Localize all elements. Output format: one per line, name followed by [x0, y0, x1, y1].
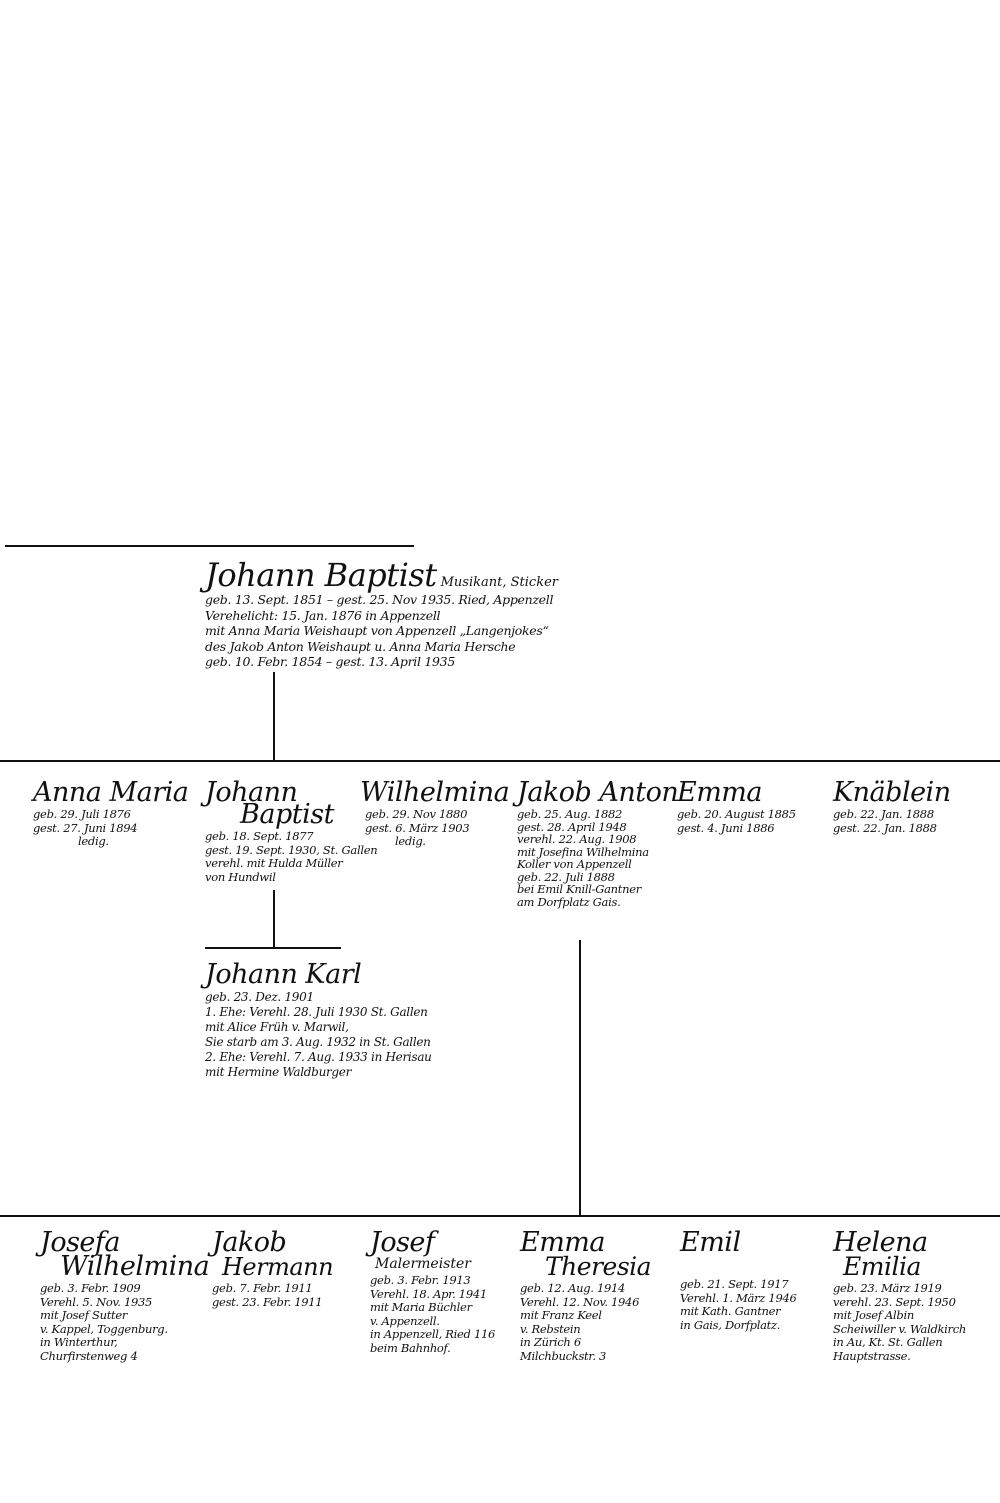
root-occupation: Musikant, Sticker [440, 575, 558, 590]
person-details [833, 808, 951, 835]
detail-line: mit Josef Sutter [40, 1308, 128, 1322]
detail-line: gest. 22. Jan. 1888 [833, 820, 937, 835]
person-details [205, 830, 377, 884]
root-descent-line [273, 672, 275, 760]
detail-line: mit Josef Albin [833, 1308, 914, 1322]
detail-line: bei Emil Knill-Gantner [517, 882, 641, 896]
detail-line: mit Alice Früh v. Marwil, [205, 1020, 349, 1034]
detail-line: Churfirstenweg 4 [40, 1348, 138, 1363]
detail-line: 1. Ehe: Verehl. 28. Juli 1930 St. Gallen [205, 1005, 428, 1019]
detail-line: ledig. [395, 834, 426, 848]
grandchild-helena-emilia [833, 1227, 966, 1363]
generation1-rule [0, 760, 1000, 762]
detail-line: mit Kath. Gantner [680, 1304, 781, 1318]
detail-line: geb. 12. Aug. 1914 [520, 1281, 626, 1295]
detail-line: 2. Ehe: Verehl. 7. Aug. 1933 in Herisau [205, 1050, 432, 1064]
detail-line: in Zürich 6 [520, 1335, 581, 1349]
grandchild-emma-theresia [520, 1227, 652, 1363]
detail-line: geb. 25. Aug. 1882 [517, 807, 623, 821]
person-name: Knäblein [833, 777, 951, 808]
root-detail-line: des Jakob Anton Weishaupt u. Anna Maria Hersche [205, 638, 516, 654]
person-name-second-line: Baptist [240, 799, 334, 830]
root-detail-line: mit Anna Maria Weishaupt von Appenzell „Langenjokes“ [205, 623, 549, 638]
person-details [520, 1282, 651, 1363]
child-johann-baptist [205, 777, 378, 884]
child-emma [677, 777, 796, 835]
detail-line: Verehl. 18. Apr. 1941 [370, 1286, 487, 1301]
person-details [517, 808, 678, 908]
detail-line: gest. 23. Febr. 1911 [212, 1294, 323, 1309]
detail-line: geb. 20. August 1885 [677, 807, 796, 821]
detail-line: gest. 4. Juni 1886 [677, 820, 775, 835]
person-name: Anna Maria [33, 777, 189, 808]
detail-line: Verehl. 5. Nov. 1935 [40, 1294, 153, 1309]
detail-line: geb. 29. Juli 1876 [33, 807, 131, 821]
person-name: Josefa [40, 1227, 121, 1258]
detail-line: v. Kappel, Toggenburg. [40, 1321, 168, 1336]
person-details [677, 808, 796, 835]
root-detail-line: geb. 10. Febr. 1854 – gest. 13. April 1935 [205, 654, 455, 669]
detail-line: geb. 22. Juli 1888 [517, 869, 615, 884]
grandchild-johann-karl [205, 959, 432, 1080]
johann-karl-rule [205, 947, 341, 949]
detail-line: mit Josefina Wilhelmina [517, 844, 649, 859]
root-detail-line: geb. 13. Sept. 1851 – gest. 25. Nov 1935. Ried, Appenzell [205, 592, 554, 607]
detail-line: geb. 22. Jan. 1888 [833, 807, 934, 821]
detail-line: Verehl. 12. Nov. 1946 [520, 1294, 640, 1309]
detail-line: gest. 6. März 1903 [365, 820, 470, 835]
person-details [370, 1274, 495, 1355]
detail-line: verehl. mit Hulda Müller [205, 856, 343, 870]
person-name: Johann [205, 777, 298, 808]
detail-line: Verehl. 1. März 1946 [680, 1290, 797, 1305]
grandchild-jakob-hermann [212, 1227, 334, 1309]
person-name: Helena [833, 1227, 928, 1258]
detail-line: geb. 7. Febr. 1911 [212, 1281, 313, 1295]
detail-line: in Au, Kt. St. Gallen [833, 1335, 943, 1349]
jakob-anton-descent-line [579, 940, 581, 1216]
detail-line: geb. 21. Sept. 1917 [680, 1277, 789, 1291]
grandchild-josef [370, 1227, 496, 1355]
root-detail-line: Verehelicht: 15. Jan. 1876 in Appenzell [205, 607, 441, 623]
detail-line: mit Hermine Waldburger [205, 1065, 352, 1079]
johann-baptist-descent-line [273, 890, 275, 947]
detail-line: gest. 19. Sept. 1930, St. Gallen [205, 842, 378, 857]
child-wilhelmina [360, 777, 510, 849]
person-details [205, 990, 432, 1080]
detail-line: geb. 23. Dez. 1901 [205, 990, 314, 1004]
detail-line: geb. 3. Febr. 1913 [370, 1273, 471, 1287]
grandchild-emil [680, 1227, 797, 1332]
root-details [205, 592, 558, 670]
detail-line: mit Franz Keel [520, 1308, 602, 1322]
detail-line: in Gais, Dorfplatz. [680, 1317, 781, 1332]
child-jakob-anton [517, 777, 679, 909]
person-name-second-line: Emilia [843, 1252, 921, 1281]
detail-line: Sie starb am 3. Aug. 1932 in St. Gallen [205, 1035, 431, 1049]
person-name-second-line: Wilhelmina [60, 1251, 210, 1282]
person-details [212, 1282, 333, 1309]
person-name: Josef [370, 1227, 435, 1258]
person-name: Wilhelmina [360, 777, 510, 808]
person-name: Emma [520, 1227, 606, 1258]
detail-line: gest. 27. Juni 1894 [33, 820, 138, 835]
detail-line: in Appenzell, Ried 116 [370, 1327, 496, 1341]
detail-line: v. Appenzell. [370, 1313, 440, 1328]
detail-line: von Hundwil [205, 869, 276, 884]
detail-line: geb. 18. Sept. 1877 [205, 829, 314, 843]
detail-line: mit Maria Büchler [370, 1300, 472, 1314]
detail-line: verehl. 22. Aug. 1908 [517, 832, 637, 846]
person-name: Jakob [212, 1227, 287, 1258]
person-name-second-line: Theresia [545, 1252, 652, 1281]
detail-line: in Winterthur, [40, 1335, 118, 1349]
person-details [833, 1282, 966, 1363]
person-name: Jakob Anton [517, 777, 679, 808]
person-details [680, 1278, 797, 1332]
detail-line: Hauptstrasse. [833, 1348, 911, 1363]
detail-line: verehl. 23. Sept. 1950 [833, 1294, 956, 1309]
detail-line: Milchbuckstr. 3 [520, 1348, 607, 1363]
detail-line: am Dorfplatz Gais. [517, 894, 621, 909]
child-anna-maria [33, 777, 189, 849]
detail-line: gest. 28. April 1948 [517, 819, 627, 834]
person-name: Johann Karl [205, 959, 362, 990]
person-name: Emil [680, 1227, 741, 1258]
person-name: Emma [677, 777, 763, 808]
generation2-rule [0, 1215, 1000, 1217]
detail-line: geb. 23. März 1919 [833, 1281, 942, 1295]
child-knaeblein [833, 777, 951, 835]
detail-line: geb. 3. Febr. 1909 [40, 1281, 141, 1295]
detail-line: Koller von Appenzell [517, 857, 632, 871]
detail-line: beim Bahnhof. [370, 1340, 451, 1355]
person-details [360, 808, 509, 849]
root-name: Johann Baptist [205, 556, 437, 594]
person-details [33, 808, 188, 849]
root-person [205, 556, 558, 670]
detail-line: v. Rebstein [520, 1321, 581, 1336]
detail-line: ledig. [78, 834, 109, 848]
detail-line: Scheiwiller v. Waldkirch [833, 1321, 966, 1336]
grandchild-josefa-wilhelmina [40, 1227, 210, 1363]
occupation-label: Malermeister [375, 1256, 471, 1272]
person-name-second-line: Hermann [222, 1253, 334, 1281]
detail-line: geb. 29. Nov 1880 [365, 807, 468, 821]
top-left-rule [5, 545, 414, 547]
person-details [40, 1282, 209, 1363]
